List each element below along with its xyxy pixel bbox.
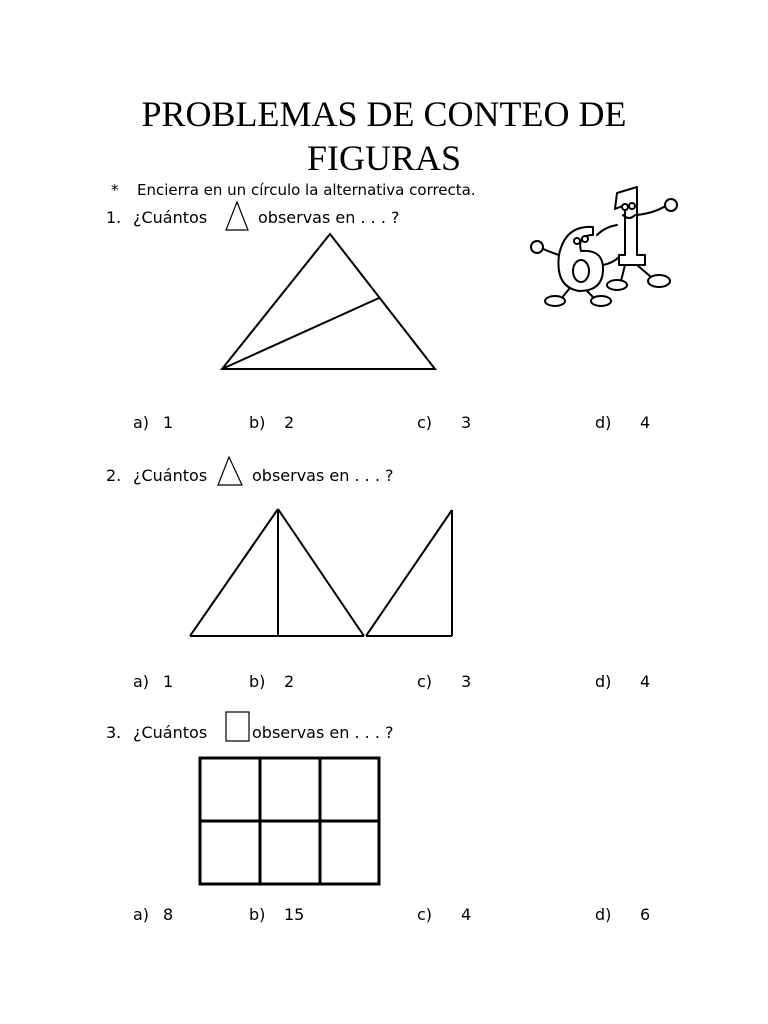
- question-1-prefix: ¿Cuántos: [133, 208, 208, 227]
- question-1-option-a-letter[interactable]: a): [133, 413, 150, 432]
- triangle-icon: [216, 455, 244, 487]
- instruction-bullet: *: [111, 181, 119, 199]
- instruction-text: Encierra en un círculo la alternativa correcta.: [137, 181, 476, 199]
- question-3-option-d-letter[interactable]: d): [595, 905, 612, 924]
- question-1-number: 1.: [106, 208, 122, 227]
- question-3-figure: [196, 754, 386, 890]
- question-1-option-d-letter[interactable]: d): [595, 413, 612, 432]
- square-icon: [224, 710, 252, 744]
- question-3-option-b-letter[interactable]: b): [249, 905, 266, 924]
- question-2-suffix: observas en . . . ?: [252, 466, 394, 485]
- question-2-option-a-value[interactable]: 1: [163, 672, 174, 691]
- question-1-option-a-value[interactable]: 1: [163, 413, 174, 432]
- question-2-figure: [185, 503, 460, 643]
- question-3-option-d-value[interactable]: 6: [640, 905, 651, 924]
- question-1-option-d-value[interactable]: 4: [640, 413, 651, 432]
- question-1-option-c-value[interactable]: 3: [461, 413, 472, 432]
- question-2-prefix: ¿Cuántos: [133, 466, 208, 485]
- question-2-option-b-value[interactable]: 2: [284, 672, 295, 691]
- question-2-option-d-letter[interactable]: d): [595, 672, 612, 691]
- question-2-option-c-letter[interactable]: c): [417, 672, 433, 691]
- question-1-option-b-letter[interactable]: b): [249, 413, 266, 432]
- question-2-option-b-letter[interactable]: b): [249, 672, 266, 691]
- question-3-prefix: ¿Cuántos: [133, 723, 208, 742]
- question-2-option-a-letter[interactable]: a): [133, 672, 150, 691]
- question-3-suffix: observas en . . . ?: [252, 723, 394, 742]
- question-2-option-c-value[interactable]: 3: [461, 672, 472, 691]
- question-1-option-c-letter[interactable]: c): [417, 413, 433, 432]
- question-2-number: 2.: [106, 466, 122, 485]
- page-title-line-1: PROBLEMAS DE CONTEO DE: [141, 94, 627, 134]
- question-3-option-c-letter[interactable]: c): [417, 905, 433, 924]
- question-1-suffix: observas en . . . ?: [258, 208, 400, 227]
- question-2-option-d-value[interactable]: 4: [640, 672, 651, 691]
- question-3-option-c-value[interactable]: 4: [461, 905, 472, 924]
- question-1-option-b-value[interactable]: 2: [284, 413, 295, 432]
- numbers-cartoon-illustration: [525, 185, 685, 310]
- question-3-option-a-value[interactable]: 8: [163, 905, 174, 924]
- question-1-figure: [215, 228, 445, 376]
- page-title-line-2: FIGURAS: [306, 138, 462, 178]
- question-3-number: 3.: [106, 723, 122, 742]
- question-3-option-a-letter[interactable]: a): [133, 905, 150, 924]
- question-3-option-b-value[interactable]: 15: [284, 905, 305, 924]
